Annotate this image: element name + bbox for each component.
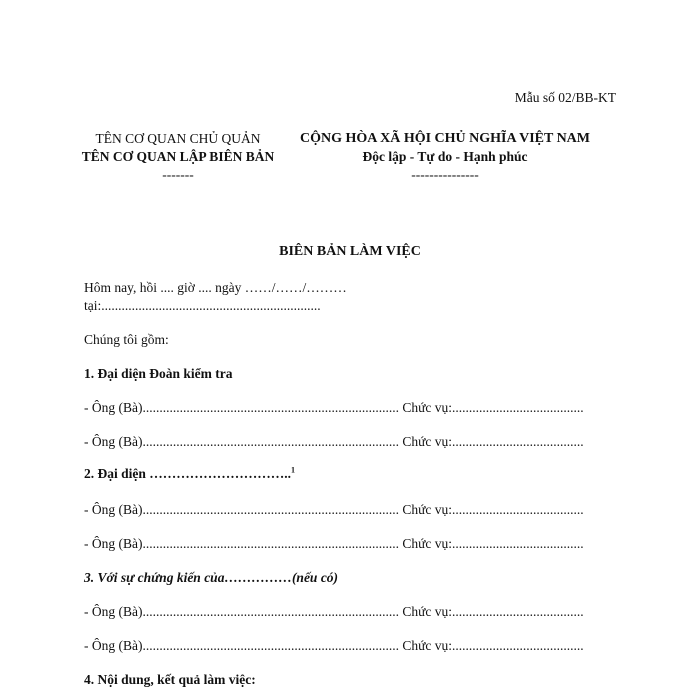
section-2-heading (84, 466, 295, 482)
inspection-team-member-row: - Ông (Bà)............................................................................ Chức vụ:....................................... (84, 400, 584, 415)
witness-member-row: - Ông (Bà)............................................................................ Chức vụ:....................................... (84, 638, 584, 653)
representative-member-row: - Ông (Bà)............................................................................ Chức vụ:....................................... (84, 536, 584, 551)
section-4-heading: 4. Nội dung, kết quả làm việc: (84, 672, 256, 687)
agency-header (78, 130, 278, 184)
footnote-marker: 1 (291, 465, 296, 475)
section-3-heading: 3. Với sự chứng kiến của……………(nếu có) (84, 570, 339, 585)
date-time-line: Hôm nay, hồi .... giờ .... ngày ……/……/……… (84, 280, 347, 295)
form-code: Mẫu số 02/BB-KT (514, 90, 616, 105)
motto-separator: --------------- (411, 167, 479, 182)
country-name: CỘNG HÒA XÃ HỘI CHỦ NGHĨA VIỆT NAM (299, 131, 590, 146)
inspection-team-member-row: - Ông (Bà)............................................................................ Chức vụ:....................................... (84, 434, 584, 449)
place-line: tại:................................................................. (84, 298, 321, 313)
document-title: BIÊN BẢN LÀM VIỆC (279, 244, 421, 259)
section-2-heading-text: 2. Đại diện ………………………….. (84, 466, 292, 481)
representative-member-row: - Ông (Bà)............................................................................ Chức vụ:....................................... (84, 502, 584, 517)
agency-separator: ------- (162, 167, 194, 182)
agency-name: TÊN CƠ QUAN LẬP BIÊN BẢN (81, 149, 275, 164)
section-1-heading: 1. Đại diện Đoàn kiểm tra (84, 366, 233, 381)
agency-parent-name: TÊN CƠ QUAN CHỦ QUẢN (95, 131, 261, 146)
national-motto: Độc lập - Tự do - Hạnh phúc (362, 149, 528, 164)
witness-member-row: - Ông (Bà)............................................................................ Chức vụ:....................................... (84, 604, 584, 619)
participants-intro: Chúng tôi gồm: (84, 332, 169, 347)
national-header (285, 130, 605, 184)
